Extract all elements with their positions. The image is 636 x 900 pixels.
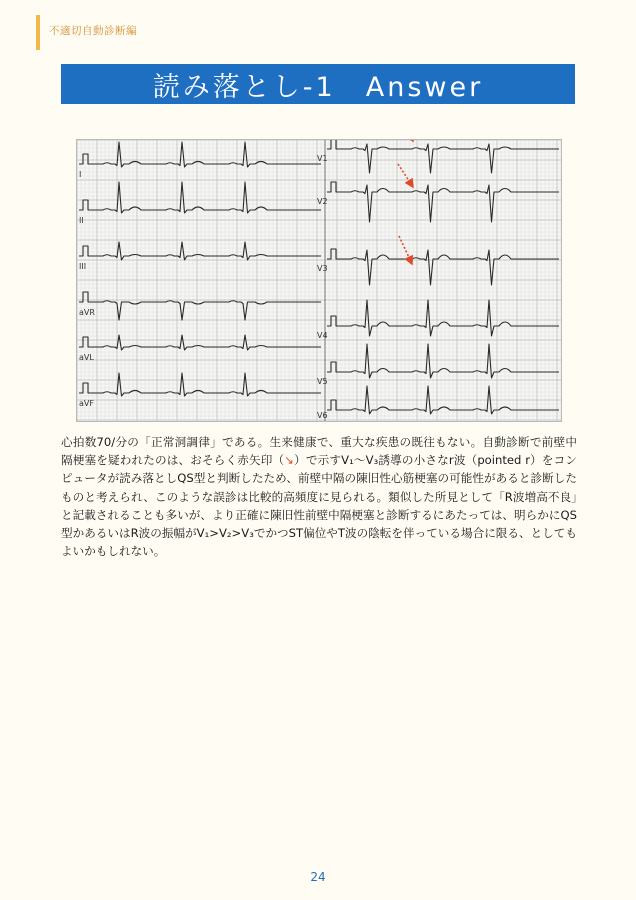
body-text-part1: 心拍数70/分の「正常洞調律」である。生来健康で、重大な疾患の既往もない。自動診断で前壁中隔梗塞を疑われたのは、おそらく赤矢印（ (61, 435, 577, 468)
section-label: 不適切自動診断編 (49, 25, 137, 37)
section-accent-bar (36, 15, 40, 50)
lead-label-ii: II (79, 216, 84, 225)
body-text-part2: ）で示すV₁〜V₃誘導の小さなr波（pointed r）をコンピュータが読み落としQS型と判断したため、前壁中隔の陳旧性心筋梗塞の可能性があると診断したものと考えられ、このような誤診は比較的高頻度に見られる。類似した所見として「R波増高不良」と記載されることも多いが、より正確に陳旧性前壁中隔梗塞と診断するにあたっては、明らかにQS型かあるいはR波の振幅がV₁>V₂>V₃でかつST偏位やT波の陰転を伴っている場合に限る、としてもよいかもしれない。 (61, 453, 577, 559)
lead-label-avr: aVR (79, 308, 95, 317)
lead-label-v4: V4 (317, 331, 328, 340)
lead-label-v1: V1 (317, 154, 328, 163)
lead-label-v6: V6 (317, 411, 328, 420)
lead-label-avf: aVF (79, 399, 94, 408)
body-paragraph (61, 433, 577, 560)
lead-label-v2: V2 (317, 197, 328, 206)
red-arrow-icon: ↘ (284, 453, 294, 468)
page-number: 24 (310, 870, 326, 884)
lead-label-iii: III (79, 262, 87, 271)
ecg-strip (77, 140, 561, 421)
ecg-figure (76, 139, 562, 422)
lead-label-v3: V3 (317, 264, 328, 273)
lead-label-i: I (79, 170, 82, 179)
lead-label-v5: V5 (317, 377, 328, 386)
lead-label-avl: aVL (79, 353, 94, 362)
page-title: 読み落とし-1 Answer (61, 64, 575, 104)
